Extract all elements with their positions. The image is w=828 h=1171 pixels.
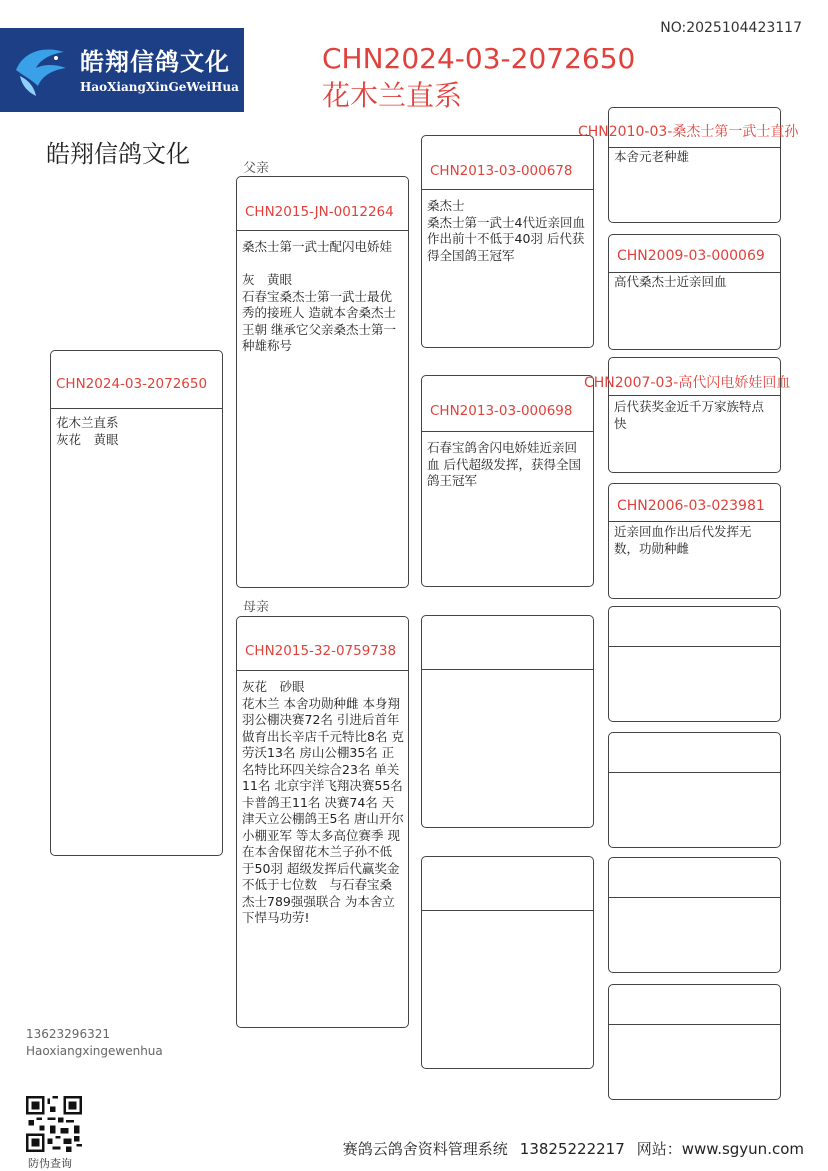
footer-phone: 13825222217 — [519, 1140, 625, 1158]
footer-website[interactable]: 网站：www.sgyun.com — [636, 1140, 804, 1158]
paternal-grandfather-desc: 桑杰士 桑杰士第一武士4代近亲回血作出前十不低于40羽 后代获得全国鸽王冠军 — [427, 198, 585, 263]
footer — [331, 1138, 804, 1159]
paternal-grandmother-card — [421, 375, 594, 587]
ggp-3-ring: CHN2007-03-高代闪电娇娃回血 — [584, 375, 791, 391]
pigeon-ring-number: CHN2024-03-2072650 — [322, 42, 636, 75]
mother-ring: CHN2015-32-0759738 — [237, 617, 408, 671]
ggp-7-card — [608, 857, 781, 973]
subject-ring: CHN2024-03-2072650 — [51, 351, 222, 409]
ggp-2-ring: CHN2009-03-000069 — [609, 235, 780, 273]
mother-card — [236, 616, 409, 1028]
father-label: 父亲 — [243, 161, 270, 176]
paternal-grandfather-ring: CHN2013-03-000678 — [422, 136, 593, 190]
father-ring: CHN2015-JN-0012264 — [237, 177, 408, 231]
ggp-4-ring: CHN2006-03-023981 — [609, 484, 780, 522]
ggp-1-desc: 本舍元老种雄 — [614, 149, 690, 164]
pigeon-name: 花木兰直系 — [322, 79, 463, 112]
footer-system-name: 赛鸽云鸽舍资料管理系统 — [342, 1140, 508, 1158]
ggp-2-card — [608, 234, 781, 350]
mother-label: 母亲 — [243, 600, 270, 615]
mother-desc: 灰花 砂眼 花木兰 本舍功勋种雌 本身翔羽公棚决赛72名 引进后首年做育出长辛店千元特比8名 克劳沃13名 房山公棚35名 正名特比环四关综合23名 单关11名 北京宇洋飞翔决赛55名 卡普鸽王11名 决赛74名 天津天立公棚鸽王5名 唐山开尔小棚亚军 等太多高位赛季 现在本舍保留花木兰子孙不低于50羽 超级发挥后代赢奖金不低于七位数 与石春宝桑杰士789强强联合 为本舍立下悍马功劳! — [242, 679, 404, 925]
paternal-grandmother-desc: 石春宝鸽舍闪电娇娃近亲回血 后代超级发挥，获得全国鸽王冠军 — [427, 440, 581, 488]
contact-phone: 13623296321 — [26, 1027, 110, 1041]
paternal-grandmother-ring: CHN2013-03-000698 — [422, 376, 593, 432]
ggp-2-desc: 高代桑杰士近亲回血 — [614, 274, 727, 289]
subject-desc: 花木兰直系 灰花 黄眼 — [56, 415, 119, 447]
logo-text-en: HaoXiangXinGeWeiHua — [80, 80, 239, 94]
loft-name: 皓翔信鸽文化 — [46, 140, 190, 168]
ggp-3-desc: 后代获奖金近千万家族特点快 — [614, 399, 765, 431]
ggp-8-card — [608, 984, 781, 1100]
subject-card — [50, 350, 223, 856]
logo — [0, 28, 244, 112]
ggp-4-card — [608, 483, 781, 599]
paternal-grandfather-card — [421, 135, 594, 348]
qr-code-icon[interactable] — [26, 1096, 82, 1152]
ggp-5-card — [608, 606, 781, 722]
contact-info — [26, 1026, 163, 1060]
father-desc: 桑杰士第一武士配闪电娇娃 灰 黄眼 石春宝桑杰士第一武士最优秀的接班人 造就本舍桑杰士王朝 继承它父亲桑杰士第一种雄称号 — [242, 239, 396, 353]
qr-label: 防伪查询 — [28, 1157, 72, 1170]
contact-wechat: Haoxiangxingewenhua — [26, 1044, 163, 1058]
logo-text-cn: 皓翔信鸽文化 — [80, 48, 230, 76]
ggp-4-desc: 近亲回血作出后代发挥无数，功勋种雌 — [614, 524, 752, 556]
bird-logo-icon — [10, 40, 72, 102]
ggp-6-card — [608, 732, 781, 848]
document-number: NO:2025104423117 — [660, 20, 802, 36]
father-card — [236, 176, 409, 588]
maternal-grandmother-card — [421, 856, 594, 1069]
ggp-1-ring: CHN2010-03-桑杰士第一武士直孙 — [578, 124, 799, 140]
maternal-grandfather-card — [421, 615, 594, 828]
